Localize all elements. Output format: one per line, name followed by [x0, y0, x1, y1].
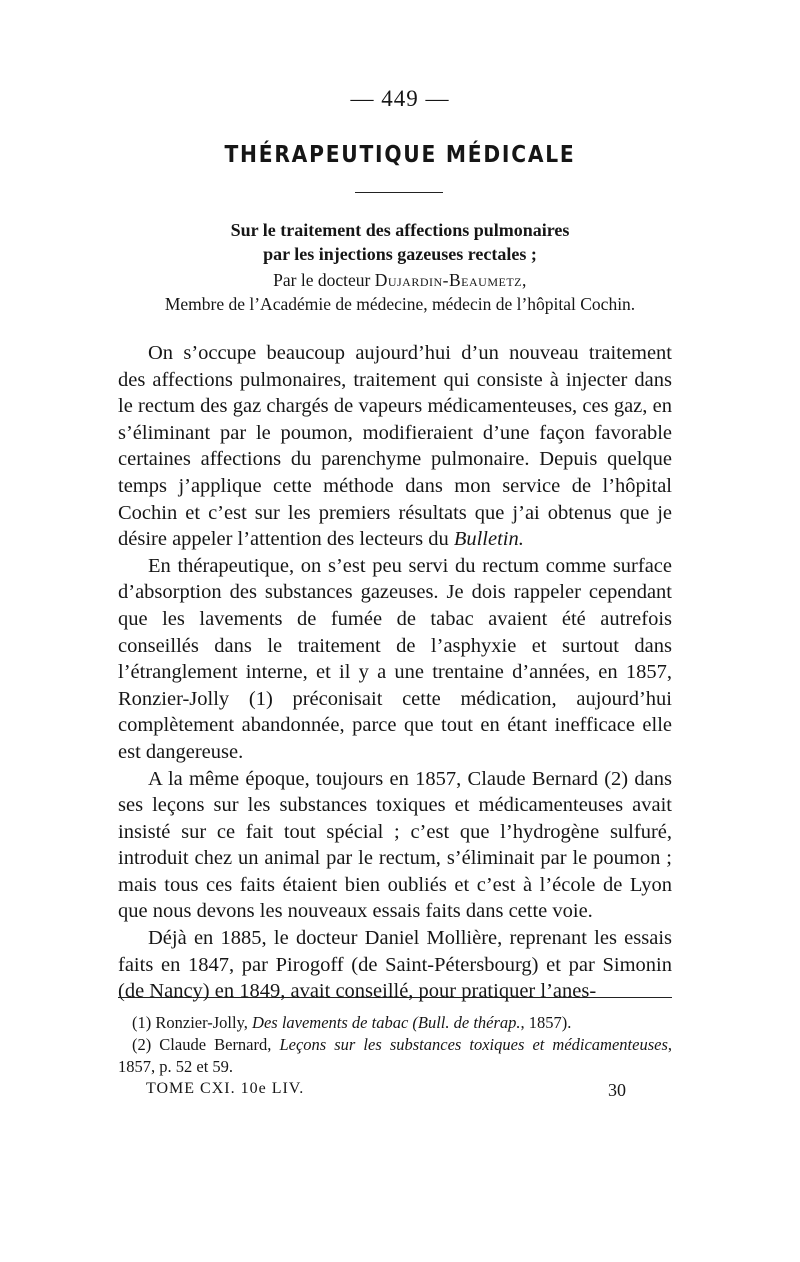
footnote-2-title: Leçons sur les substances toxiques et médicamenteuses: [279, 1035, 668, 1054]
article-title-line-1: Sur le traitement des affections pulmonaires: [230, 220, 570, 240]
article-body: [118, 340, 672, 1005]
author-affiliation: Membre de l’Académie de médecine, médecin de l’hôpital Cochin.: [164, 294, 636, 314]
footnote-divider: [118, 997, 672, 998]
byline-prefix: Par le docteur: [273, 270, 375, 290]
footnote-1-prefix: (1) Ronzier-Jolly,: [132, 1013, 253, 1032]
signature-line: [146, 1080, 626, 1098]
footnote-1: [118, 1012, 672, 1034]
footnote-2-prefix: (2) Claude Bernard,: [132, 1035, 280, 1054]
article-title: [0, 218, 800, 266]
footnote-2-suffix: , 1857, p. 52 et 59.: [118, 1035, 672, 1076]
section-title: THÉRAPEUTIQUE MÉDICALE: [224, 142, 576, 168]
paragraph-4: Déjà en 1885, le docteur Daniel Mollière, reprenant les essais faits en 1847, par Pirogoff (de Saint-Pétersbourg) et par Simonin (de Nancy) en 1849, avait conseillé, pour pratiquer l’anes-: [118, 927, 672, 1003]
paragraph-2: En thérapeutique, on s’est peu servi du rectum comme surface d’absorption des substances gazeuses. Je dois rappeler cependant que les lavements de fumée de tabac avaient été autrefois conseillés dans le traitement de l’asphyxie et surtout dans l’étranglement interne, et il y a une trentaine d’années, en 1857, Ronzier-Jolly (1) préconisait cette médication, aujourd’hui complètement abandonnée, parce que tout en étant inefficace elle est dangereuse.: [118, 554, 672, 763]
volume-signature: TOME CXI. 10e LIV.: [146, 1080, 305, 1097]
page-number: — 449 —: [350, 86, 450, 111]
footnotes: [118, 1012, 672, 1078]
footnote-1-title: Des lavements de tabac (Bull. de thérap.: [252, 1013, 521, 1032]
author-name: Dujardin-Beaumetz,: [374, 270, 527, 290]
title-divider: [355, 192, 443, 193]
paragraph-1: [118, 340, 672, 553]
bulletin-reference: Bulletin.: [453, 528, 524, 551]
sheet-number: 30: [608, 1080, 626, 1100]
footnote-1-suffix: , 1857).: [520, 1013, 572, 1032]
paragraph-1-text: On s’occupe beaucoup aujourd’hui d’un nouveau traitement des affections pulmonaires, traitement qui consiste à injecter dans le rectum des gaz chargés de vapeurs médicamenteuses, ces gaz, en s’éliminant par le poumon, modifieraient d’une façon favorable certaines affections du parenchyme pulmonaire. Depuis quelque temps j’applique cette méthode dans mon service de l’hôpital Cochin et c’est sur les premiers résultats que j’ai obtenus que je désire appeler l’attention des lecteurs du: [118, 342, 672, 551]
byline: [0, 268, 800, 316]
footnote-2: [118, 1034, 672, 1078]
paragraph-3: A la même époque, toujours en 1857, Claude Bernard (2) dans ses leçons sur les substances toxiques et médicamenteuses avait insisté sur ce fait tout spécial ; c’est que l’hydrogène sulfuré, introduit chez un animal par le rectum, s’éliminait par le poumon ; mais tous ces faits étaient bien oubliés et c’est à l’école de Lyon que nous devons les nouveaux essais faits dans cette voie.: [118, 767, 672, 923]
author-line: [0, 268, 800, 292]
article-title-line-2: par les injections gazeuses rectales ;: [263, 244, 537, 264]
